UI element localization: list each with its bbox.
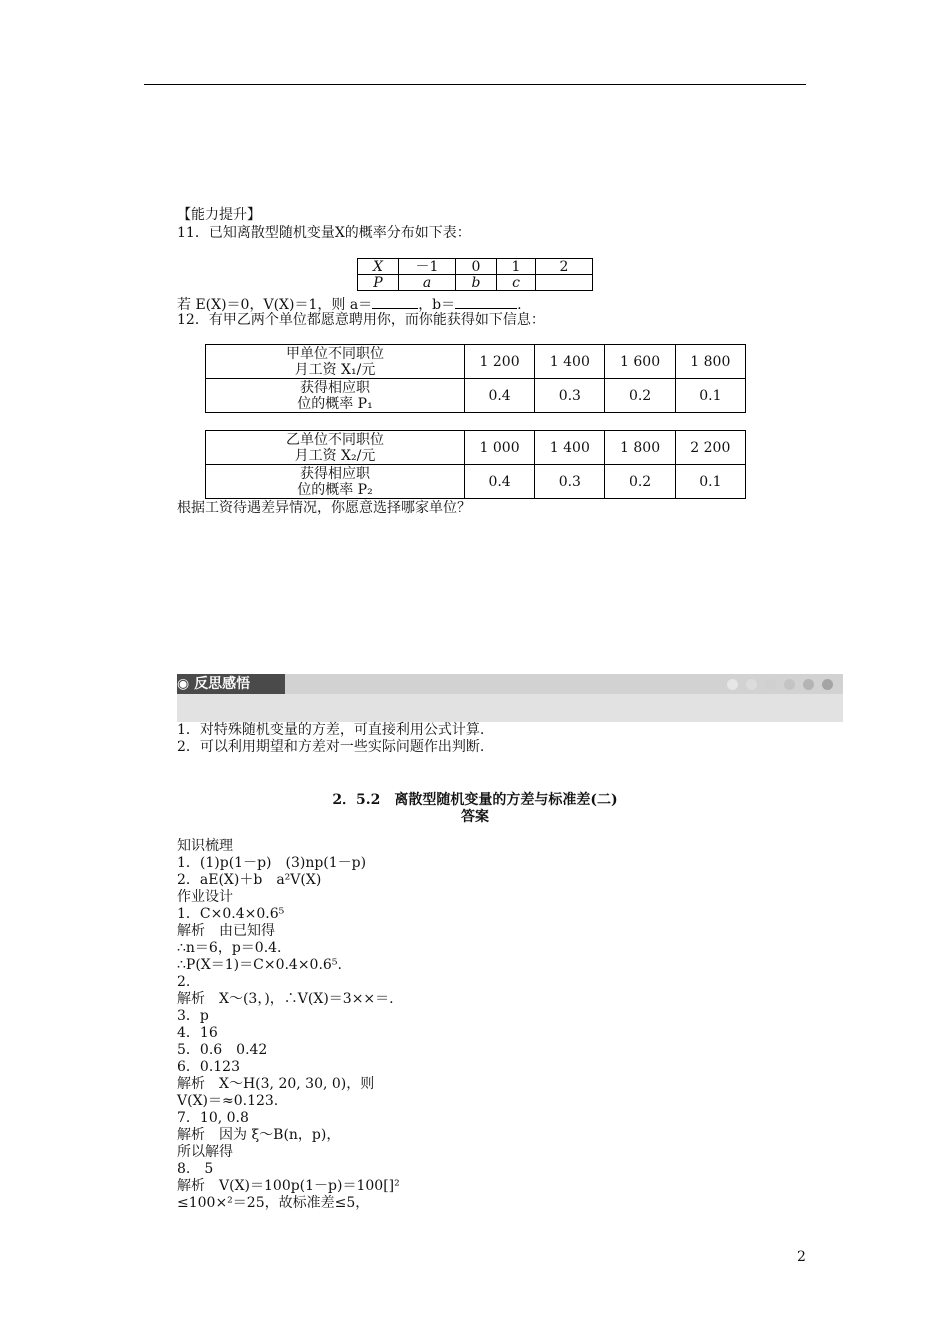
table-cell: 1 bbox=[497, 259, 536, 275]
answer-line: 2. bbox=[177, 974, 191, 990]
answer-blank-a bbox=[372, 295, 418, 309]
header-rule bbox=[144, 84, 806, 85]
table-cell: X bbox=[358, 259, 399, 275]
q11-condition bbox=[177, 295, 522, 313]
answers-subtitle: 答案 bbox=[461, 809, 489, 825]
answer-line: 2．aE(X)＋b a²V(X) bbox=[177, 872, 322, 888]
dot-icon bbox=[822, 679, 833, 690]
prob-label-line1: 获得相应职 bbox=[299, 379, 370, 396]
q11-distribution-table bbox=[357, 258, 593, 291]
answer-line: 6．0.123 bbox=[177, 1059, 240, 1075]
table-cell: 0 bbox=[456, 259, 497, 275]
table-cell: 0.2 bbox=[605, 465, 675, 499]
answer-line: 5．0.6 0.42 bbox=[177, 1042, 268, 1058]
table-row bbox=[358, 275, 593, 291]
table-cell: 1 400 bbox=[535, 345, 605, 379]
table-cell: 0.1 bbox=[675, 465, 745, 499]
dot-icon bbox=[803, 679, 814, 690]
table-cell: 1 400 bbox=[535, 431, 605, 465]
question-11: 11．已知离散型随机变量X的概率分布如下表： bbox=[177, 225, 471, 241]
table-row bbox=[206, 379, 746, 413]
answer-blank-b bbox=[455, 295, 517, 309]
table-cell: 1 000 bbox=[464, 431, 534, 465]
table-cell: b bbox=[456, 275, 497, 291]
page-number: 2 bbox=[797, 1249, 806, 1265]
q12-table-company-b bbox=[205, 430, 746, 499]
decorative-dots bbox=[727, 679, 833, 690]
table-cell: c bbox=[497, 275, 536, 291]
answer-line: 所以解得 bbox=[177, 1144, 233, 1160]
table-cell: 1 200 bbox=[464, 345, 534, 379]
table-cell: 0.2 bbox=[605, 379, 675, 413]
dot-icon bbox=[784, 679, 795, 690]
table-cell: 0.3 bbox=[535, 379, 605, 413]
table-cell: 0.4 bbox=[464, 379, 534, 413]
table-cell: P bbox=[358, 275, 399, 291]
salary-label-line1: 甲单位不同职位 bbox=[285, 345, 384, 362]
banner-header-bar bbox=[177, 674, 843, 694]
table-header-cell bbox=[206, 379, 465, 413]
answer-line: 解析 X～(3，)，∴V(X)＝3××＝. bbox=[177, 991, 394, 1007]
q12-table-company-a bbox=[205, 344, 746, 413]
answer-line: 7．10, 0.8 bbox=[177, 1110, 249, 1126]
answer-line: ≤100×²＝25，故标准差≤5， bbox=[177, 1195, 370, 1211]
answer-line: 4．16 bbox=[177, 1025, 218, 1041]
q11-condition-prefix: 若 E(X)＝0，V(X)＝1，则 a＝ bbox=[177, 297, 373, 313]
dot-icon bbox=[746, 679, 757, 690]
table-header-cell bbox=[206, 345, 465, 379]
table-cell: －1 bbox=[399, 259, 456, 275]
table-cell: 1 800 bbox=[605, 431, 675, 465]
table-header-cell bbox=[206, 465, 465, 499]
answer-line: 8. 5 bbox=[177, 1161, 214, 1177]
answer-line: V(X)＝≈0.123. bbox=[177, 1093, 279, 1109]
table-row bbox=[206, 465, 746, 499]
table-cell bbox=[536, 275, 593, 291]
answer-line: 解析 由已知得 bbox=[177, 923, 275, 939]
reflection-banner-title: ◉ 反思感悟 bbox=[177, 674, 285, 694]
prob-label-line2: 位的概率 P₁ bbox=[297, 395, 373, 412]
q11-condition-mid: ，b＝ bbox=[418, 297, 456, 313]
reflection-point-1: 1．对特殊随机变量的方差，可直接利用公式计算. bbox=[177, 722, 485, 738]
answer-line: ∴n＝6，p＝0.4. bbox=[177, 940, 282, 956]
reflection-point-2: 2．可以利用期望和方差对一些实际问题作出判断. bbox=[177, 739, 485, 755]
table-cell: 0.4 bbox=[464, 465, 534, 499]
table-cell: a bbox=[399, 275, 456, 291]
answer-line: 解析 因为 ξ～B(n，p)， bbox=[177, 1127, 341, 1143]
dot-icon bbox=[727, 679, 738, 690]
answer-line: 解析 V(X)＝100p(1－p)＝100[]² bbox=[177, 1178, 400, 1194]
question-12: 12．有甲乙两个单位都愿意聘用你，而你能获得如下信息： bbox=[177, 312, 545, 328]
answers-title: 2．5.2 离散型随机变量的方差与标准差(二) bbox=[332, 792, 618, 808]
table-cell: 1 600 bbox=[605, 345, 675, 379]
section-heading: 【能力提升】 bbox=[177, 207, 261, 223]
answer-line: 3．p bbox=[177, 1008, 209, 1024]
answer-line: 作业设计 bbox=[177, 889, 233, 905]
q12-question: 根据工资待遇差异情况，你愿意选择哪家单位？ bbox=[177, 500, 471, 516]
table-row bbox=[206, 431, 746, 465]
table-cell: 0.1 bbox=[675, 379, 745, 413]
table-cell: 2 200 bbox=[675, 431, 745, 465]
answer-line: 解析 X～H(3, 20, 30, 0)，则 bbox=[177, 1076, 375, 1092]
table-header-cell bbox=[206, 431, 465, 465]
dot-icon bbox=[765, 679, 776, 690]
prob-label-line1: 获得相应职 bbox=[299, 465, 370, 482]
salary-label-line2: 月工资 X₂/元 bbox=[294, 447, 376, 464]
table-row bbox=[358, 259, 593, 275]
prob-label-line2: 位的概率 P₂ bbox=[297, 481, 373, 498]
answer-line: ∴P(X＝1)＝C×0.4×0.6⁵. bbox=[177, 957, 342, 973]
answer-line: 知识梳理 bbox=[177, 838, 233, 854]
salary-label-line2: 月工资 X₁/元 bbox=[294, 361, 376, 378]
table-cell: 0.3 bbox=[535, 465, 605, 499]
table-cell: 1 800 bbox=[675, 345, 745, 379]
table-cell: 2 bbox=[536, 259, 593, 275]
table-row bbox=[206, 345, 746, 379]
reflection-banner bbox=[177, 674, 843, 722]
salary-label-line1: 乙单位不同职位 bbox=[285, 431, 384, 448]
q11-condition-end: . bbox=[517, 297, 522, 313]
answer-line: 1．C×0.4×0.6⁵ bbox=[177, 906, 285, 922]
answer-line: 1．(1)p(1－p) (3)np(1－p) bbox=[177, 855, 367, 871]
